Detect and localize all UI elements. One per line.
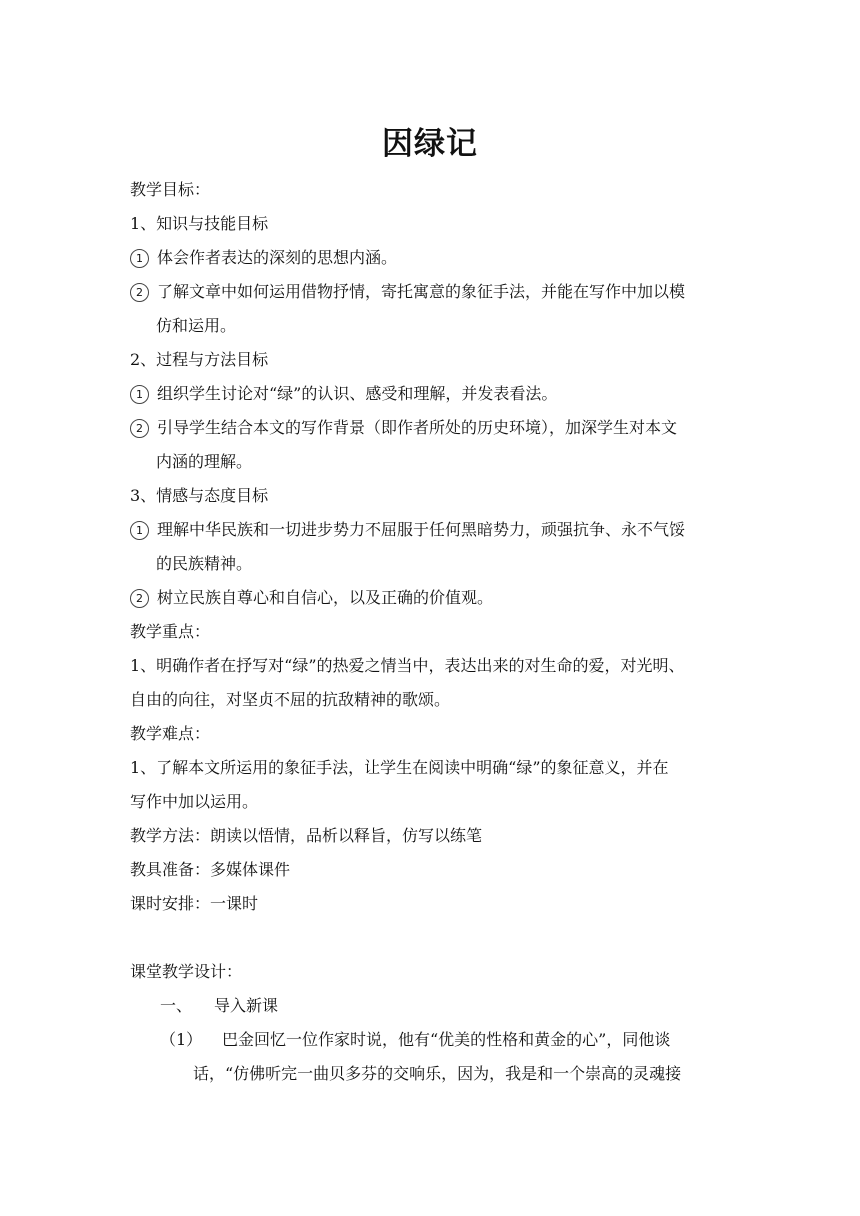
difficulties-line1: 1、了解本文所运用的象征手法，让学生在阅读中明确“绿”的象征意义，并在: [130, 758, 669, 777]
goal1-heading: 1、知识与技能目标: [130, 214, 269, 233]
goal1-item1-text: 体会作者表达的深刻的思想内涵。: [157, 248, 398, 267]
section1-number: 一、: [160, 996, 193, 1015]
circled-number-badge: 2: [130, 589, 149, 608]
difficulties-heading: 教学难点：: [130, 724, 211, 743]
para1-line2: 话，“仿佛听完一曲贝多芬的交响乐，因为，我是和一个崇高的灵魂接: [193, 1064, 682, 1083]
goal3-item2-text: 树立民族自尊心和自信心，以及正确的价值观。: [157, 588, 494, 607]
section1-label: 导入新课: [214, 996, 279, 1015]
goal2-item1-text: 组织学生讨论对“绿”的认识、感受和理解，并发表看法。: [157, 384, 558, 403]
class-schedule: 课时安排：一课时: [130, 894, 259, 913]
design-heading: 课堂教学设计：: [130, 962, 243, 981]
teaching-tools: 教具准备：多媒体课件: [130, 860, 291, 879]
goal1-item2: [130, 282, 685, 302]
circled-number-badge: 2: [130, 419, 149, 438]
circled-number-badge: 2: [130, 283, 149, 302]
circled-number-badge: 1: [130, 521, 149, 540]
goal2-item2-text: 引导学生结合本文的写作背景（即作者所处的历史环境），加深学生对本文: [157, 418, 678, 437]
key-points-line1: 1、明确作者在抒写对“绿”的热爱之情当中，表达出来的对生命的爱，对光明、: [130, 656, 685, 675]
goal3-item1: [130, 520, 685, 540]
key-points-line2: 自由的向往，对坚贞不屈的抗敌精神的歌颂。: [130, 690, 451, 709]
teaching-method: 教学方法：朗读以悟情，品析以释旨，仿写以练笔: [130, 826, 483, 845]
para1-number: （1）: [160, 1030, 203, 1049]
key-points-heading: 教学重点：: [130, 622, 211, 641]
para1-line1: 巴金回忆一位作家时说，他有“优美的性格和黄金的心”，同他谈: [222, 1030, 671, 1049]
circled-number-badge: 1: [130, 249, 149, 268]
circled-number-badge: 1: [130, 385, 149, 404]
goal2-item1: [130, 384, 557, 404]
goal1-item1: [130, 248, 397, 268]
goal3-item2: [130, 588, 493, 608]
goal3-item1-text: 理解中华民族和一切进步势力不屈服于任何黑暗势力，顽强抗争、永不气馁: [157, 520, 686, 539]
objectives-heading: 教学目标：: [130, 180, 211, 199]
goal3-item1-continuation: 的民族精神。: [156, 554, 253, 573]
goal2-heading: 2、过程与方法目标: [130, 350, 269, 369]
goal2-item2-continuation: 内涵的理解。: [156, 452, 253, 471]
document-title: 因绿记: [382, 126, 478, 162]
goal1-item2-continuation: 仿和运用。: [156, 316, 237, 335]
difficulties-line2: 写作中加以运用。: [130, 792, 259, 811]
goal1-item2-text: 了解文章中如何运用借物抒情，寄托寓意的象征手法，并能在写作中加以模: [157, 282, 686, 301]
goal2-item2: [130, 418, 677, 438]
goal3-heading: 3、情感与态度目标: [130, 486, 269, 505]
